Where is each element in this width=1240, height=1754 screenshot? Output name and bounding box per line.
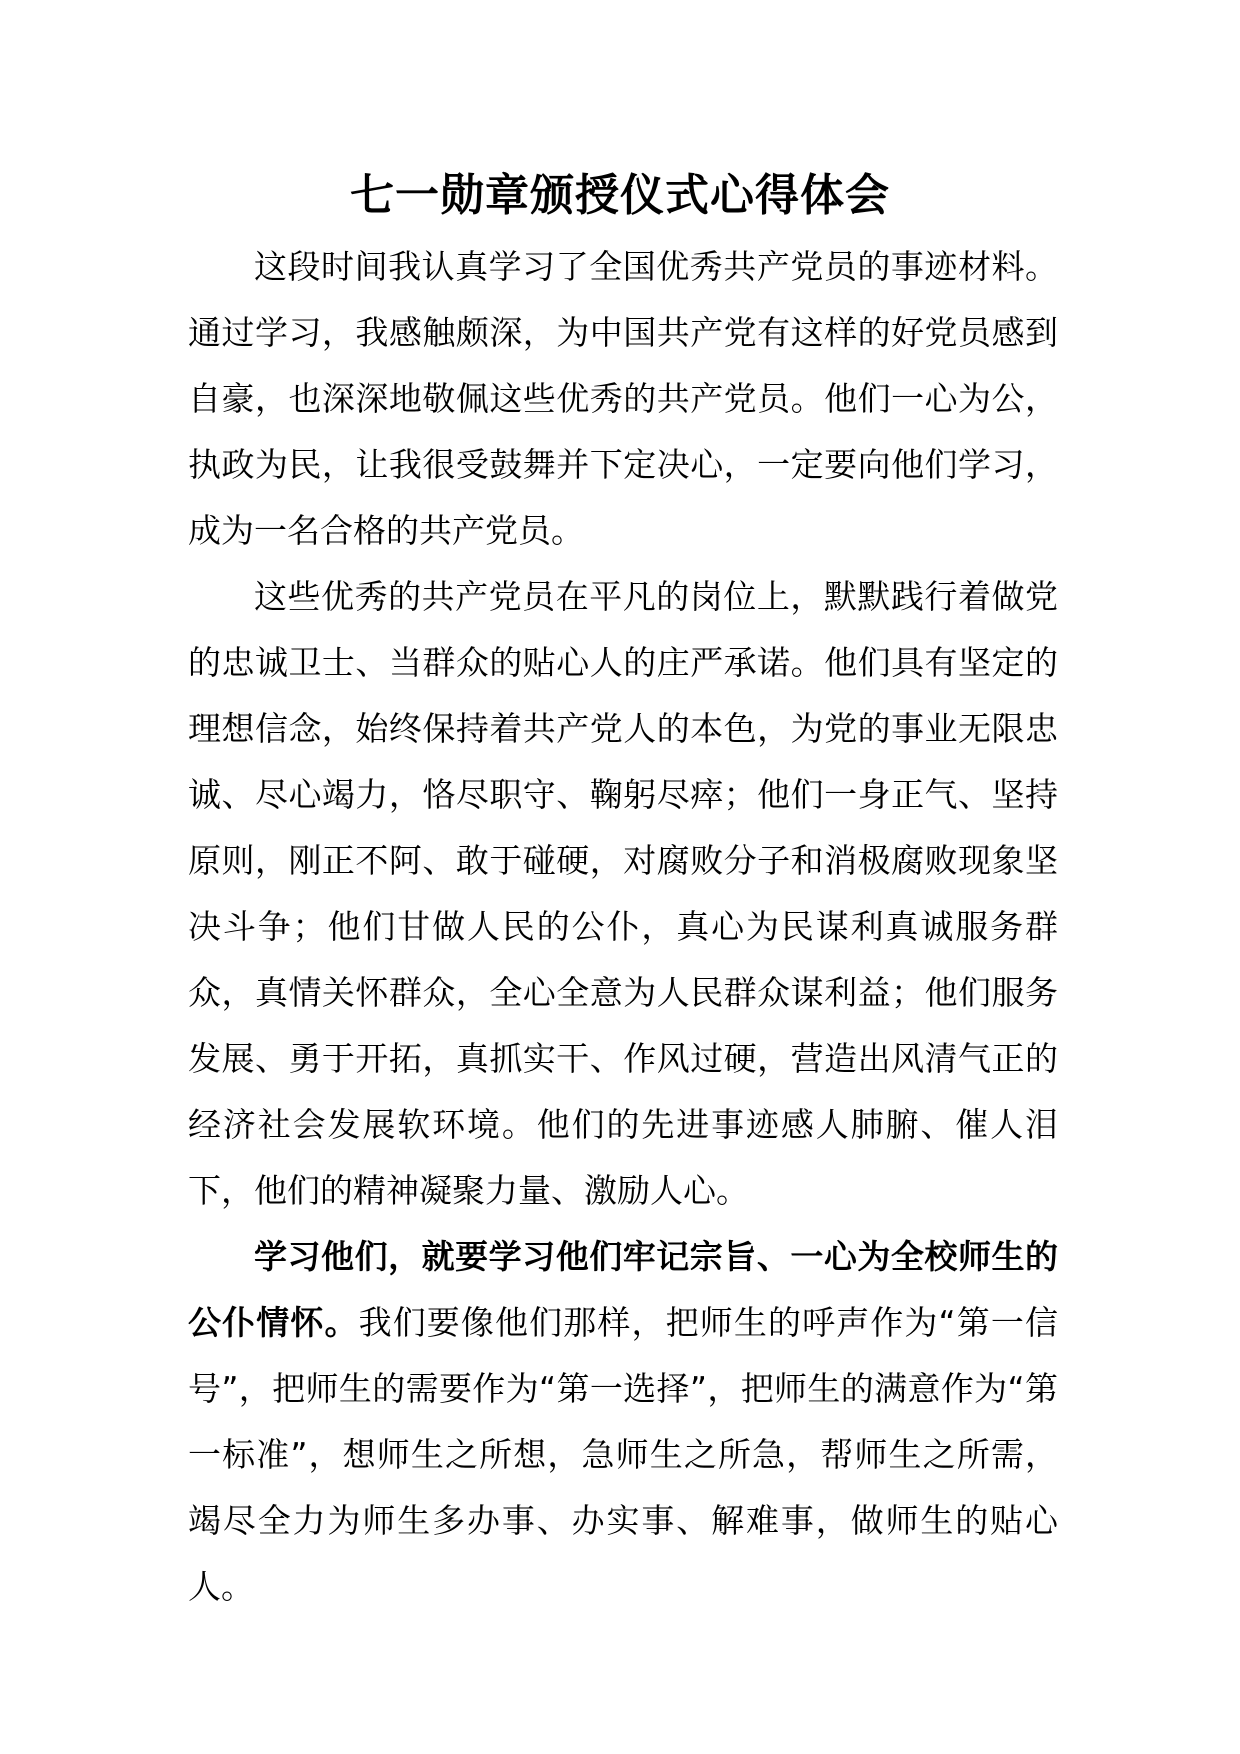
paragraph-text: 我们要像他们那样，把师生的呼声作为“第一信号”，把师生的需要作为“第一选择”，把师生的满意作为“第一标准”，想师生之所想，急师生之所急，帮师生之所需，竭尽全力为师生多办事、办实事、解难事，做师生的贴心人。 [188,1303,1058,1606]
paragraph-2 [188,564,1058,1224]
document-title: 七一勋章颁授仪式心得体会 [350,170,890,221]
paragraph-text: 这些优秀的共产党员在平凡的岗位上，默默践行着做党的忠诚卫士、当群众的贴心人的庄严承诺。他们具有坚定的理想信念，始终保持着共产党人的本色，为党的事业无限忠诚、尽心竭力，恪尽职守、鞠躬尽瘁；他们一身正气、坚持原则，刚正不阿、敢于碰硬，对腐败分子和消极腐败现象坚决斗争；他们甘做人民的公仆，真心为民谋利真诚服务群众，真情关怀群众，全心全意为人民群众谋利益；他们服务发展、勇于开拓，真抓实干、作风过硬，营造出风清气正的经济社会发展软环境。他们的先进事迹感人肺腑、催人泪下，他们的精神凝聚力量、激励人心。 [188,577,1058,1210]
paragraph-1 [188,234,1058,564]
paragraph-bold-lead: 学习他们，就要学习他们牢记宗旨、一心为全校师生的公仆情怀。 [188,1237,1058,1342]
paragraph-text: 这段时间我认真学习了全国优秀共产党员的事迹材料。通过学习，我感触颇深，为中国共产党有这样的好党员感到自豪，也深深地敬佩这些优秀的共产党员。他们一心为公，执政为民，让我很受鼓舞并下定决心，一定要向他们学习，成为一名合格的共产党员。 [188,247,1058,550]
paragraph-3 [188,1224,1058,1620]
document-body [188,234,1058,1620]
